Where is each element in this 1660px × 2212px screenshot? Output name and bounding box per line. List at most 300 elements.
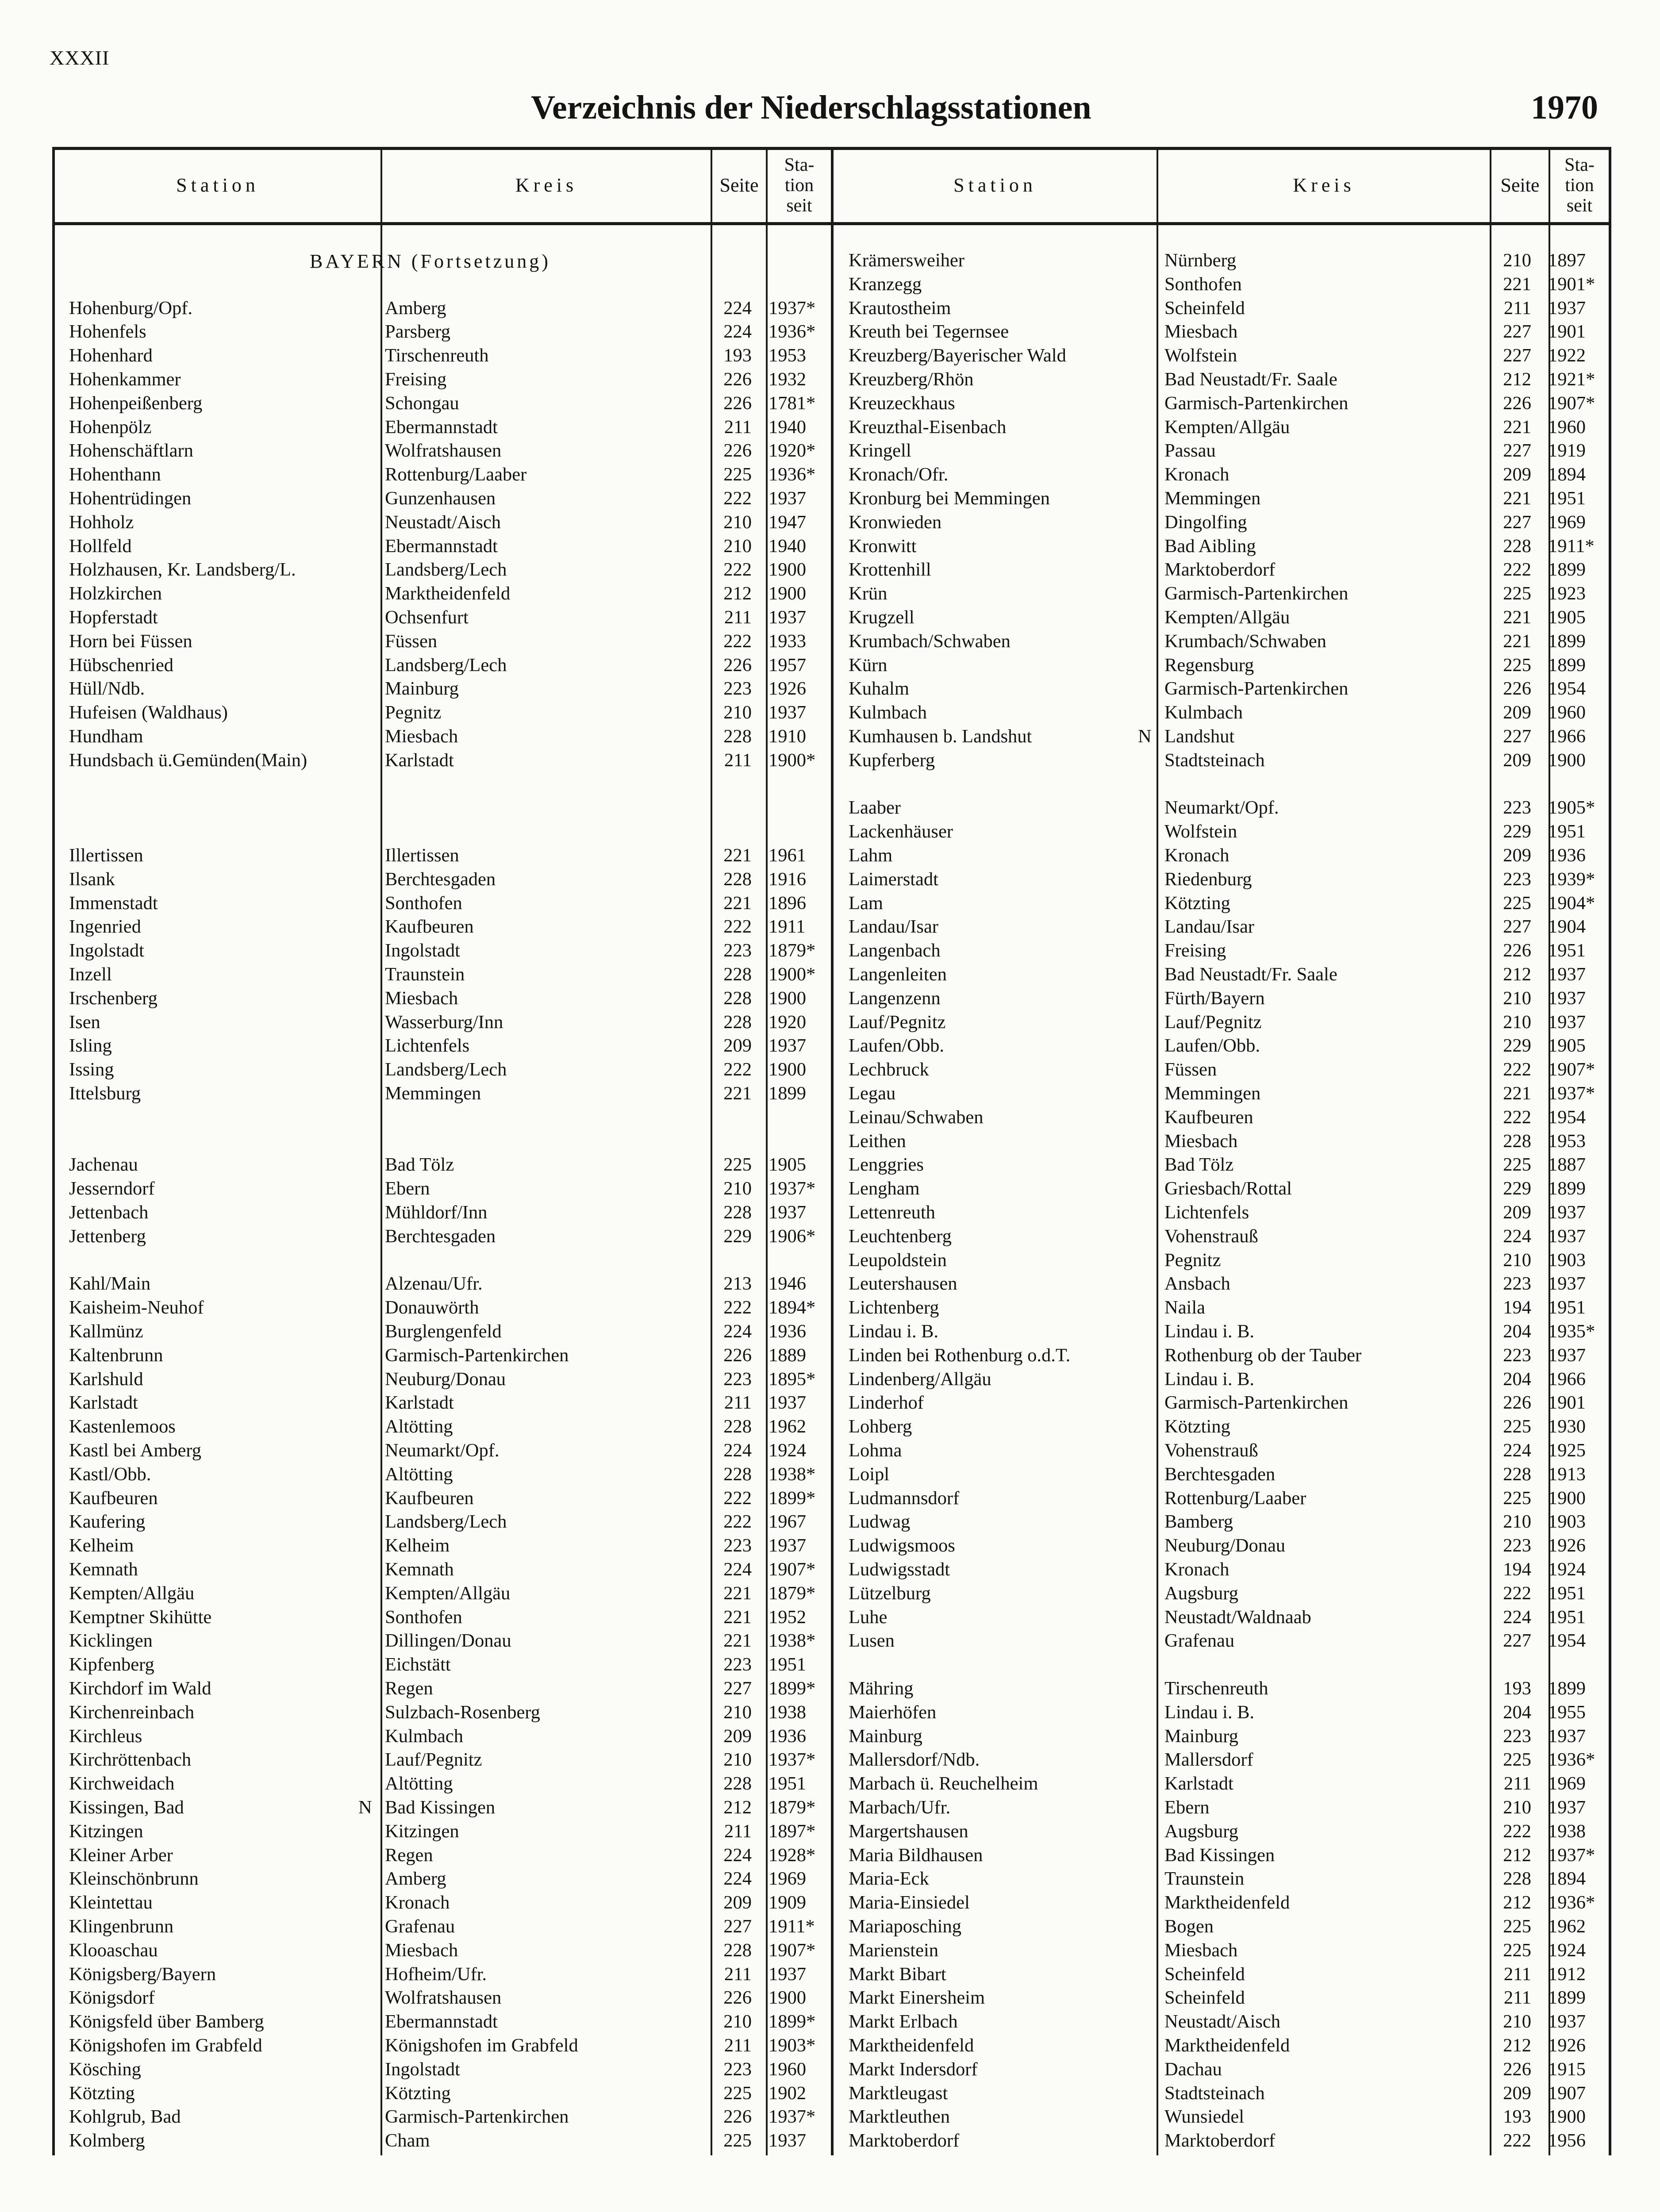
page-ref: 211 (1503, 1987, 1531, 2008)
kreis-name: Mallersdorf (1164, 1749, 1253, 1770)
kreis-name: Memmingen (1164, 488, 1261, 509)
kreis-name: Traunstein (385, 964, 465, 985)
table-row (833, 320, 1607, 344)
station-since: 1909 (769, 1892, 806, 1913)
page-ref: 211 (724, 416, 752, 438)
station-since: 1960 (1548, 702, 1586, 723)
page-ref: 228 (723, 1011, 752, 1033)
station-since: 1937 (769, 607, 806, 628)
station-since: 1911* (769, 1916, 815, 1937)
kreis-name: Lindau i. B. (1164, 1368, 1255, 1390)
kreis-name: Marktoberdorf (1164, 559, 1276, 580)
station-name: Lahm (849, 845, 893, 866)
station-since: 1887 (1548, 1154, 1586, 1175)
station-name: Hohenburg/Opf. (69, 297, 192, 319)
page-ref: 226 (723, 369, 752, 390)
page-ref: 221 (723, 892, 752, 914)
kreis-name: Altötting (385, 1463, 453, 1485)
kreis-name: Berchtesgaden (385, 868, 496, 890)
kreis-name: Kronach (1164, 845, 1230, 866)
station-name: Kösching (69, 2058, 141, 2080)
station-since: 1896 (769, 892, 806, 914)
station-since: 1900* (769, 964, 816, 985)
page-title: Verzeichnis der Niederschlagsstationen (531, 89, 1091, 126)
station-since: 1937 (1548, 1725, 1586, 1747)
station-since: 1901 (1548, 1392, 1586, 1413)
station-name: Kronach/Ofr. (849, 464, 949, 485)
kreis-name: Miesbach (1164, 1939, 1238, 1961)
page-ref: 211 (724, 749, 752, 771)
table-row (833, 1939, 1607, 1962)
station-name: Krün (849, 583, 888, 604)
kreis-name: Kulmbach (1164, 702, 1243, 723)
station-name: Langenzenn (849, 987, 941, 1009)
table-row (833, 915, 1607, 939)
kreis-name: Stadtsteinach (1164, 2082, 1265, 2104)
kreis-name: Wolfratshausen (385, 1987, 502, 2008)
kreis-name: Ebern (1164, 1797, 1210, 1818)
station-name: Kaufering (69, 1511, 146, 1532)
page-ref: 226 (723, 392, 752, 414)
station-since: 1937 (1548, 964, 1586, 985)
station-since: 1951 (1548, 1297, 1586, 1318)
kreis-name: Eichstätt (385, 1654, 451, 1675)
station-since: 1926 (1548, 1535, 1586, 1556)
table-row (833, 1582, 1607, 1605)
station-since: 1937* (769, 2106, 816, 2128)
station-name: Hufeisen (Waldhaus) (69, 702, 228, 723)
table-row (53, 1677, 827, 1701)
table-row (53, 463, 827, 487)
page-ref: 209 (1503, 1202, 1531, 1223)
page-ref: 210 (723, 1749, 752, 1770)
table-row (833, 1344, 1607, 1367)
table-row (833, 1986, 1607, 2010)
page-ref: 225 (1503, 1416, 1531, 1437)
station-since: 1938 (769, 1701, 806, 1723)
table-row (53, 1034, 827, 1058)
page-ref: 221 (1503, 273, 1531, 295)
station-since: 1899 (1548, 654, 1586, 676)
station-name: Laaber (849, 797, 901, 818)
station-since: 1937 (1548, 1011, 1586, 1033)
station-since: 1879* (769, 1582, 816, 1604)
kreis-name: Marktheidenfeld (385, 583, 511, 604)
table-row (833, 415, 1607, 439)
kreis-name: Parsberg (385, 321, 450, 342)
station-name: Kohlgrub, Bad (69, 2106, 181, 2128)
page-ref: 209 (1503, 845, 1531, 866)
page-ref: 209 (1503, 749, 1531, 771)
table-row (833, 1272, 1607, 1296)
station-name: Markt Bibart (849, 1963, 946, 1985)
table-row (53, 1962, 827, 1986)
station-name: Kemptner Skihütte (69, 1606, 212, 1628)
station-name: Linden bei Rothenburg o.d.T. (849, 1344, 1071, 1366)
page-ref: 225 (1503, 1749, 1531, 1770)
station-since: 1937 (1548, 1202, 1586, 1223)
table-row (53, 1558, 827, 1582)
kreis-name: Tirschenreuth (1164, 1678, 1268, 1699)
table-row (833, 1010, 1607, 1034)
table-row (53, 558, 827, 582)
page-ref: 223 (723, 678, 752, 699)
station-name: Kronwitt (849, 535, 917, 557)
table-row (833, 463, 1607, 487)
page-ref: 209 (1503, 702, 1531, 723)
station-since: 1966 (1548, 1368, 1586, 1390)
table-row (53, 487, 827, 511)
kreis-name: Kaufbeuren (385, 916, 474, 937)
station-since: 1924 (1548, 1939, 1586, 1961)
kreis-name: Neuburg/Donau (385, 1368, 506, 1390)
page-ref: 222 (1503, 1582, 1531, 1604)
page-ref: 210 (1503, 1011, 1531, 1033)
kreis-name: Neumarkt/Opf. (385, 1440, 500, 1461)
kreis-name: Kaufbeuren (1164, 1106, 1253, 1128)
kreis-name: Kötzting (385, 2082, 451, 2104)
page-ref: 213 (723, 1273, 752, 1294)
page-ref: 210 (723, 1178, 752, 1199)
station-name: Jesserndorf (69, 1178, 155, 1199)
page-ref: 224 (723, 1559, 752, 1580)
table-row (53, 1605, 827, 1629)
station-name: Marbach/Ufr. (849, 1797, 951, 1818)
station-since: 1899 (1548, 559, 1586, 580)
station-since: 1928* (769, 1844, 816, 1866)
station-since: 1937 (769, 1963, 806, 1985)
station-name: Kissingen, Bad (69, 1797, 184, 1818)
station-since: 1913 (1548, 1463, 1586, 1485)
station-name: Immenstadt (69, 892, 158, 914)
station-since: 1911 (769, 916, 806, 937)
station-name: Maierhöfen (849, 1701, 937, 1723)
table-row (833, 1796, 1607, 1820)
table-row (833, 2010, 1607, 2034)
table-row (833, 1296, 1607, 1320)
kreis-name: Landsberg/Lech (385, 559, 507, 580)
header-seit-left: Sta- tion seit (784, 155, 815, 216)
station-since: 1905 (769, 1154, 806, 1175)
station-name: Linderhof (849, 1392, 924, 1413)
kreis-name: Lichtenfels (385, 1035, 470, 1056)
kreis-name: Landau/Isar (1164, 916, 1254, 937)
table-row (833, 1962, 1607, 1986)
page-ref: 228 (723, 868, 752, 890)
page-ref: 228 (723, 1773, 752, 1794)
kreis-name: Miesbach (385, 726, 458, 747)
page-ref: 224 (723, 321, 752, 342)
station-since: 1912 (1548, 1963, 1586, 1985)
page-ref: 222 (723, 1297, 752, 1318)
table-row (53, 1534, 827, 1558)
kreis-name: Scheinfeld (1164, 297, 1245, 319)
kreis-name: Riedenburg (1164, 868, 1252, 890)
station-since: 1899* (769, 2011, 816, 2032)
station-since: 1936* (769, 321, 816, 342)
kreis-name: Mühldorf/Inn (385, 1202, 488, 1223)
page-ref: 228 (723, 726, 752, 747)
station-since: 1901* (1548, 273, 1595, 295)
page-ref: 228 (723, 964, 752, 985)
station-since: 1936 (1548, 845, 1586, 866)
station-since: 1903 (1548, 1511, 1586, 1532)
station-since: 1894 (1548, 1868, 1586, 1889)
kreis-name: Kitzingen (385, 1820, 459, 1842)
station-name: Kemnath (69, 1559, 138, 1580)
page-ref: 229 (723, 1225, 752, 1247)
page-ref: 222 (1503, 1106, 1531, 1128)
kreis-name: Berchtesgaden (1164, 1463, 1276, 1485)
station-since: 1951 (1548, 821, 1586, 842)
table-row (833, 1463, 1607, 1486)
table-row (53, 963, 827, 987)
table-row (53, 677, 827, 701)
table-row (53, 368, 827, 392)
station-name: Hohenpölz (69, 416, 152, 438)
table-row (833, 1082, 1607, 1106)
station-name: Ingolstadt (69, 940, 144, 961)
kreis-name: Miesbach (385, 1939, 458, 1961)
kreis-name: Garmisch-Partenkirchen (385, 1344, 569, 1366)
station-name: Kastenlemoos (69, 1416, 176, 1437)
station-since: 1922 (1548, 345, 1586, 366)
page-ref: 204 (1503, 1321, 1531, 1342)
page-ref: 225 (723, 2082, 752, 2104)
kreis-name: Garmisch-Partenkirchen (1164, 678, 1349, 699)
station-name: Kleinschönbrunn (69, 1868, 199, 1889)
page-ref: 224 (1503, 1225, 1531, 1247)
station-name: Krautostheim (849, 297, 951, 319)
page-ref: 226 (723, 1344, 752, 1366)
station-name: Karlshuld (69, 1368, 143, 1390)
page-ref: 211 (1503, 297, 1531, 319)
kreis-name: Wolfratshausen (385, 440, 502, 461)
page-ref: 222 (1503, 559, 1531, 580)
table-row (833, 1772, 1607, 1796)
kreis-name: Marktheidenfeld (1164, 2035, 1290, 2056)
station-name: Hopferstadt (69, 607, 158, 628)
table-row (833, 987, 1607, 1010)
kreis-name: Tirschenreuth (385, 345, 489, 366)
table-row (833, 725, 1607, 749)
station-name: Kirchweidach (69, 1773, 175, 1794)
station-name: Horn bei Füssen (69, 630, 192, 652)
page-ref: 229 (1503, 1178, 1531, 1199)
page-ref: 228 (723, 1463, 752, 1485)
station-since: 1938 (1548, 1820, 1586, 1842)
kreis-name: Schongau (385, 392, 459, 414)
station-name: Legau (849, 1083, 896, 1104)
table-row (833, 392, 1607, 415)
station-since: 1905* (1548, 797, 1595, 818)
kreis-name: Rothenburg ob der Tauber (1164, 1344, 1362, 1366)
kreis-name: Sonthofen (1164, 273, 1242, 295)
table-row (53, 868, 827, 891)
page-ref: 227 (723, 1916, 752, 1937)
station-since: 1907* (1548, 1059, 1595, 1080)
table-row (833, 749, 1607, 772)
kreis-name: Dingolfing (1164, 511, 1247, 533)
station-since: 1926 (1548, 2035, 1586, 2056)
station-since: 1937* (1548, 1844, 1595, 1866)
station-name: Lettenreuth (849, 1202, 935, 1223)
kreis-name: Lichtenfels (1164, 1202, 1249, 1223)
page-ref: 210 (1503, 987, 1531, 1009)
station-name: Kirchdorf im Wald (69, 1678, 211, 1699)
page-ref: 225 (1503, 1487, 1531, 1509)
kreis-name: Kötzting (1164, 892, 1230, 914)
page-ref: 226 (1503, 392, 1531, 414)
table-row (53, 320, 827, 344)
station-since: 1924 (1548, 1559, 1586, 1580)
station-name: Kreuzthal-Eisenbach (849, 416, 1007, 438)
table-row (833, 344, 1607, 368)
page-ref: 221 (1503, 607, 1531, 628)
station-since: 1933 (769, 630, 806, 652)
kreis-name: Lindau i. B. (1164, 1321, 1255, 1342)
page-ref: 222 (723, 1059, 752, 1080)
station-since: 1920* (769, 440, 816, 461)
page-ref: 210 (1503, 2011, 1531, 2032)
header-seite-right: Seite (1500, 174, 1540, 196)
page-ref: 221 (723, 1083, 752, 1104)
station-name: Lenggries (849, 1154, 924, 1175)
page-ref: 204 (1503, 1368, 1531, 1390)
station-name: Lusen (849, 1630, 895, 1651)
table-row (833, 439, 1607, 463)
table-row (53, 1439, 827, 1463)
table-row (53, 1915, 827, 1939)
page-ref: 221 (723, 845, 752, 866)
table-row (53, 1629, 827, 1653)
table-row (833, 1177, 1607, 1201)
station-since: 1904 (1548, 916, 1586, 937)
kreis-name: Donauwörth (385, 1297, 479, 1318)
station-name: Hohenkammer (69, 369, 181, 390)
page-ref: 226 (1503, 2058, 1531, 2080)
page-ref: 227 (1503, 440, 1531, 461)
kreis-name: Illertissen (385, 845, 459, 866)
page-ref: 226 (723, 440, 752, 461)
station-since: 1954 (1548, 678, 1586, 699)
station-since: 1937 (1548, 1273, 1586, 1294)
kreis-name: Königshofen im Grabfeld (385, 2035, 578, 2056)
station-name: Laufen/Obb. (849, 1035, 944, 1056)
table-row (53, 1653, 827, 1677)
table-row (53, 749, 827, 772)
station-name: Hohenpeißenberg (69, 392, 203, 414)
kreis-name: Sonthofen (385, 1606, 462, 1628)
kreis-name: Ingolstadt (385, 2058, 460, 2080)
page-ref: 211 (724, 1820, 752, 1842)
station-name: Marktleuthen (849, 2106, 950, 2128)
station-since: 1960 (769, 2058, 806, 2080)
station-name: Kronwieden (849, 511, 942, 533)
table-row (53, 1415, 827, 1439)
page-ref: 225 (1503, 1939, 1531, 1961)
station-name: Leinau/Schwaben (849, 1106, 984, 1128)
page-ref: 210 (1503, 1797, 1531, 1818)
kreis-name: Füssen (1164, 1059, 1217, 1080)
station-name: Kaltenbrunn (69, 1344, 163, 1366)
table-row (833, 1605, 1607, 1629)
kreis-name: Lindau i. B. (1164, 1701, 1255, 1723)
table-row (833, 2034, 1607, 2058)
page-ref: 222 (723, 559, 752, 580)
station-name: Kolmberg (69, 2130, 145, 2151)
station-since: 1969 (769, 1868, 806, 1889)
page-ref: 228 (723, 1416, 752, 1437)
station-since: 1969 (1548, 1773, 1586, 1794)
page-ref: 225 (1503, 583, 1531, 604)
table-row (833, 1058, 1607, 1082)
kreis-name: Gunzenhausen (385, 488, 496, 509)
station-since: 1936* (769, 464, 816, 485)
kreis-name: Miesbach (1164, 1130, 1238, 1152)
page-ref: 226 (723, 654, 752, 676)
page-ref: 225 (1503, 1916, 1531, 1937)
kreis-name: Altötting (385, 1416, 453, 1437)
table-row (53, 1939, 827, 1962)
station-name: Marktheidenfeld (849, 2035, 974, 2056)
page-ref: 224 (1503, 1440, 1531, 1461)
station-name: Kulmbach (849, 702, 927, 723)
station-name: Lechbruck (849, 1059, 929, 1080)
table-row (53, 1201, 827, 1225)
page-ref: 210 (723, 2011, 752, 2032)
station-since: 1897* (769, 1820, 816, 1842)
page-ref: 223 (723, 1654, 752, 1675)
table-row (53, 415, 827, 439)
kreis-name: Bad Neustadt/Fr. Saale (1164, 369, 1337, 390)
header-station-right: Station (953, 174, 1037, 196)
kreis-name: Neuburg/Donau (1164, 1535, 1286, 1556)
station-name: Krugzell (849, 607, 915, 628)
station-since: 1919 (1548, 440, 1586, 461)
table-row (53, 1772, 827, 1796)
kreis-name: Altötting (385, 1773, 453, 1794)
station-name: Hohholz (69, 511, 134, 533)
table-row (53, 1724, 827, 1748)
station-since: 1915 (1548, 2058, 1586, 2080)
table-row (53, 1986, 827, 2010)
station-name: Jachenau (69, 1154, 138, 1175)
station-name: Isen (69, 1011, 100, 1033)
page-ref: 229 (1503, 821, 1531, 842)
station-name: Holzhausen, Kr. Landsberg/L. (69, 559, 296, 580)
kreis-name: Fürth/Bayern (1164, 987, 1265, 1009)
station-name: Inzell (69, 964, 112, 985)
station-name: Leithen (849, 1130, 906, 1152)
station-since: 1962 (1548, 1916, 1586, 1937)
station-since: 1932 (769, 369, 806, 390)
table-row (833, 1391, 1607, 1415)
kreis-name: Miesbach (1164, 321, 1238, 342)
table-row (53, 653, 827, 677)
page-ref: 209 (1503, 464, 1531, 485)
station-since: 1936* (1548, 1749, 1595, 1770)
kreis-name: Neustadt/Aisch (1164, 2011, 1281, 2032)
table-row (53, 1296, 827, 1320)
station-name: Hohenhard (69, 345, 153, 366)
kreis-name: Alzenau/Ufr. (385, 1273, 483, 1294)
page-ref: 210 (723, 535, 752, 557)
station-name: Kötzting (69, 2082, 135, 2104)
table-row (53, 1701, 827, 1724)
station-name: Hohenfels (69, 321, 146, 342)
kreis-name: Wasserburg/Inn (385, 1011, 503, 1033)
